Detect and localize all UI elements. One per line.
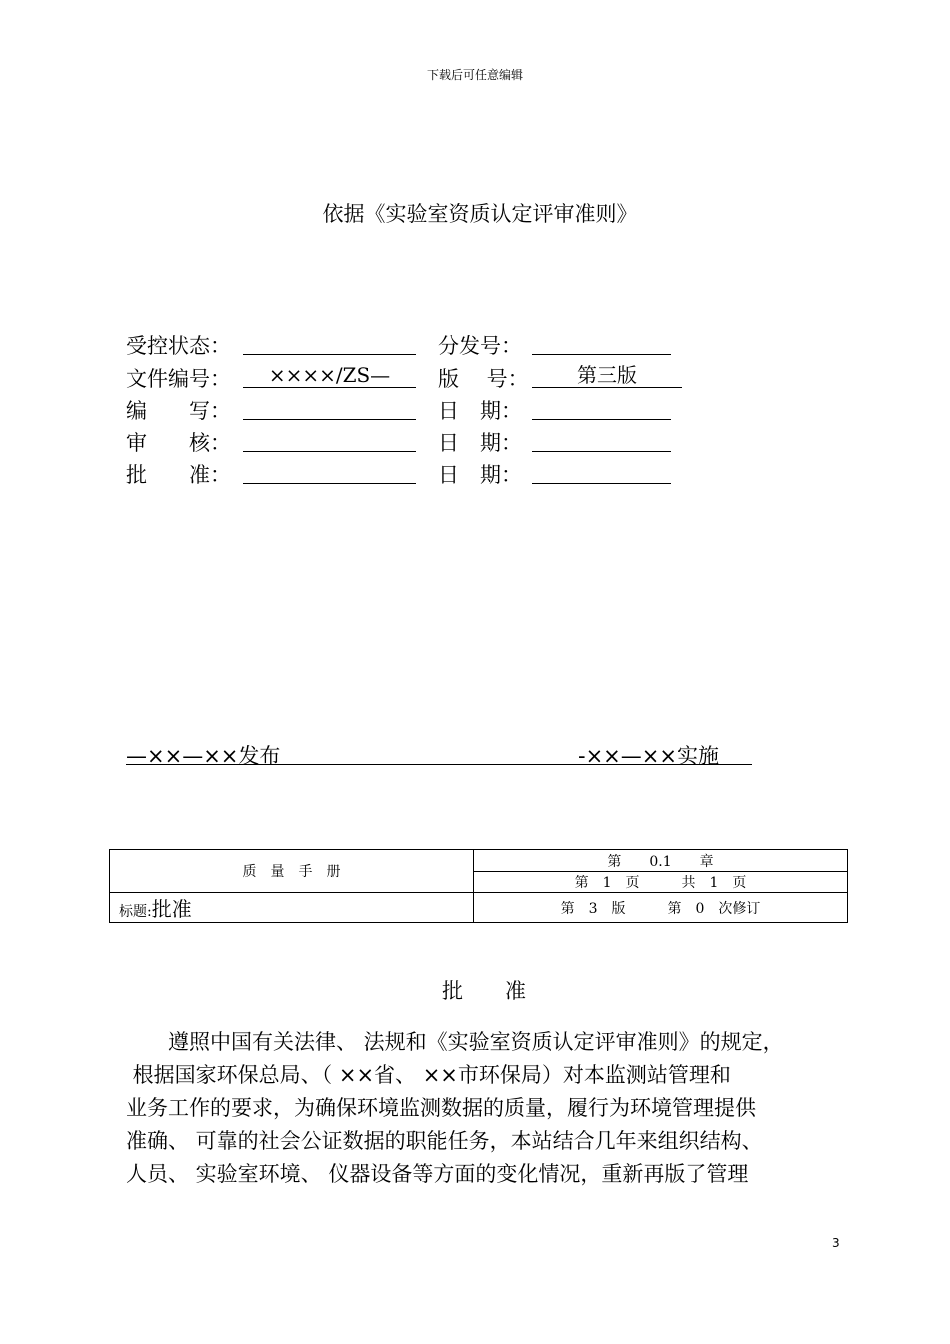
body-paragraph — [126, 1026, 846, 1191]
reviewed-field[interactable] — [243, 427, 416, 452]
manual-title-cell: 质 量 手 册 — [110, 850, 474, 893]
edition-field[interactable]: 第三版 — [532, 363, 682, 388]
manual-info-table — [109, 849, 848, 923]
implement-date: -××—××实施 — [578, 744, 719, 768]
reviewed-label: 审 核： — [126, 431, 231, 455]
date-label-1: 日 期： — [438, 399, 522, 423]
issue-no-label: 分发号： — [438, 334, 522, 358]
subject-cell — [110, 893, 474, 923]
subject-label: 标题: — [119, 904, 152, 920]
body-line: 根据国家环保总局、（ ××省、 ××市环保局）对本监测站管理和 — [126, 1063, 731, 1087]
body-line: 业务工作的要求，为确保环境监测数据的质量，履行为环境管理提供 — [126, 1096, 756, 1120]
header-note: 下载后可任意编辑 — [426, 68, 523, 82]
body-line: 准确、 可靠的社会公证数据的职能任务，本站结合几年来组织结构、 — [126, 1129, 763, 1153]
publish-date: —××—××发布 — [126, 744, 281, 768]
file-no-label: 文件编号： — [126, 367, 231, 391]
approve-heading: 批 准 — [442, 979, 526, 1003]
date-field-3[interactable] — [532, 459, 671, 484]
version-cell: 第 3 版 第 0 次修订 — [474, 893, 848, 923]
body-line: 人员、 实验室环境、 仪器设备等方面的变化情况，重新再版了管理 — [126, 1162, 749, 1186]
subject-value: 批准 — [151, 897, 192, 921]
page-count-cell: 第 1 页 共 1 页 — [474, 872, 848, 893]
date-field-1[interactable] — [532, 395, 671, 420]
prepared-label: 编 写： — [126, 399, 231, 423]
approved-field[interactable] — [243, 459, 416, 484]
file-no-field[interactable]: ××××/ZS— — [243, 363, 416, 388]
body-line: 遵照中国有关法律、 法规和《实验室资质认定评审准则》的规定， — [126, 1030, 784, 1054]
issue-no-field[interactable] — [532, 330, 671, 355]
page-number: 3 — [832, 1236, 840, 1250]
prepared-field[interactable] — [243, 395, 416, 420]
date-label-2: 日 期： — [438, 431, 522, 455]
document-title: 依据《实验室资质认定评审准则》 — [322, 202, 638, 226]
date-field-2[interactable] — [532, 427, 671, 452]
edition-label: 版 号： — [438, 367, 529, 391]
chapter-cell: 第 0.1 章 — [474, 850, 848, 872]
date-label-3: 日 期： — [438, 463, 522, 487]
control-status-label: 受控状态： — [126, 334, 231, 358]
release-underline — [126, 764, 752, 765]
approved-label: 批 准： — [126, 463, 231, 487]
control-status-field[interactable] — [243, 330, 416, 355]
